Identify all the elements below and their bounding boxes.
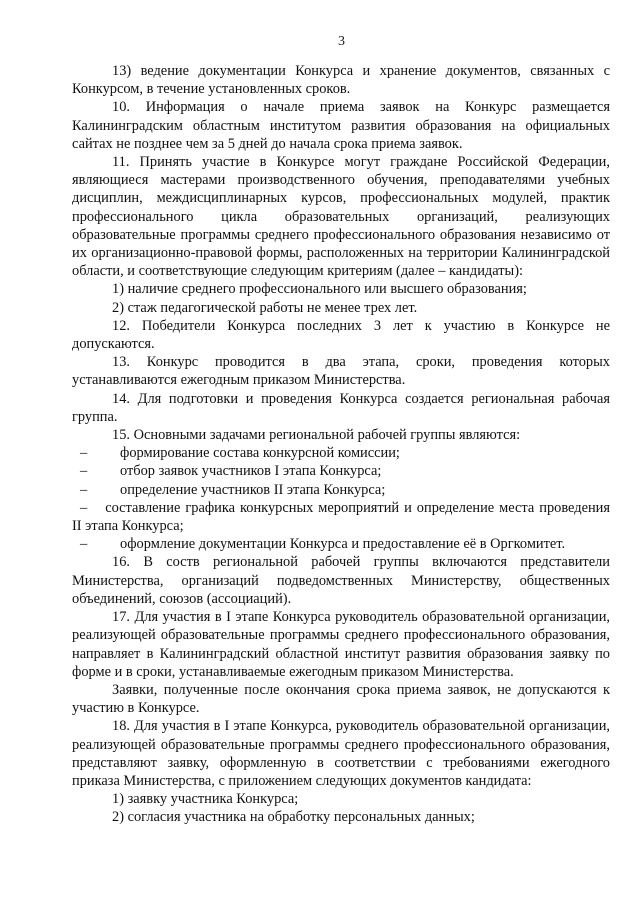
- task-list-item: [72, 535, 610, 553]
- paragraph-18-document-1: 1) заявку участника Конкурса;: [112, 791, 299, 808]
- paragraph-14: 14. Для подготовки и проведения Конкурса создается региональная рабочая группа.: [72, 390, 610, 425]
- task-text: формирование состава конкурсной комиссии;: [120, 445, 400, 462]
- task-list-item-wrapped: [72, 499, 610, 535]
- paragraph-11-criterion-1: 1) наличие среднего профессионального или высшего образования;: [112, 281, 527, 298]
- paragraph-18: 18. Для участия в I этапе Конкурса, руководитель образовательной организации, реализующей образовательные программы среднего профессионального образования, представляют заявку, оформленную в соответствии с требованиями ежегодного приказа Министерства, с приложением следующих документов кандидата:: [72, 718, 610, 789]
- paragraph-16: 16. В соств региональной рабочей группы включаются представители Министерства, организаций подведомственных Министерству, общественных объединений, союзов (ассоциаций).: [72, 554, 610, 607]
- task-text: отбор заявок участников I этапа Конкурса;: [120, 463, 382, 480]
- paragraph-10: 10. Информация о начале приема заявок на Конкурс размещается Калининградским областным институтом развития образования на официальных сайтах не позднее чем за 5 дней до начала срока приема заявок.: [72, 99, 610, 152]
- task-text: определение участников II этапа Конкурса;: [120, 481, 386, 498]
- task-list-item: [72, 462, 610, 480]
- dash-bullet: –: [80, 536, 88, 553]
- dash-bullet: –: [80, 481, 88, 498]
- paragraph-15: 15. Основными задачами региональной рабочей группы являются:: [112, 427, 521, 444]
- paragraph-item-13: 13) ведение документации Конкурса и хранение документов, связанных с Конкурсом, в течение установленных сроков.: [72, 63, 610, 98]
- dash-bullet: –: [80, 445, 88, 462]
- task-text: составление графика конкурсных мероприятий и определение места проведения II этапа Конкурса;: [72, 499, 610, 535]
- dash-bullet: –: [80, 499, 88, 516]
- paragraph-11-criterion-2: 2) стаж педагогической работы не менее трех лет.: [112, 299, 418, 316]
- page-number: 3: [338, 34, 345, 49]
- task-list-item: [72, 444, 610, 462]
- paragraph-17-note: Заявки, полученные после окончания срока приема заявок, не допускаются к участию в Конкурсе.: [72, 681, 610, 717]
- task-text: оформление документации Конкурса и предоставление её в Оргкомитет.: [120, 536, 566, 553]
- paragraph-18-document-2: 2) согласия участника на обработку персональных данных;: [112, 809, 475, 826]
- paragraph-17: 17. Для участия в I этапе Конкурса руководитель образовательной организации, реализующей образовательные программы среднего профессионального образования, направляет в Калининградский областной институт развития образования заявку по форме и в сроки, устанавливаемые ежегодным приказом Министерства.: [72, 609, 610, 680]
- paragraph-11: 11. Принять участие в Конкурсе могут граждане Российской Федерации, являющиеся мастерами производственного обучения, преподавателями учебных дисциплин, междисциплинарных курсов, профессиональных модулей, практик профессионального цикла образовательных организаций, реализующих образовательные программы среднего профессионального образования независимо от их организационно-правовой формы, расположенных на территории Калининградской области, и соответствующие следующим критериям (далее – кандидаты):: [72, 154, 610, 280]
- task-list-item: [72, 481, 610, 499]
- paragraph-13: 13. Конкурс проводится в два этапа, сроки, проведения которых устанавливаются ежегодным приказом Министерства.: [72, 354, 610, 389]
- dash-bullet: –: [80, 463, 88, 480]
- paragraph-12: 12. Победители Конкурса последних 3 лет к участию в Конкурсе не допускаются.: [72, 317, 610, 353]
- document-body: [72, 62, 610, 827]
